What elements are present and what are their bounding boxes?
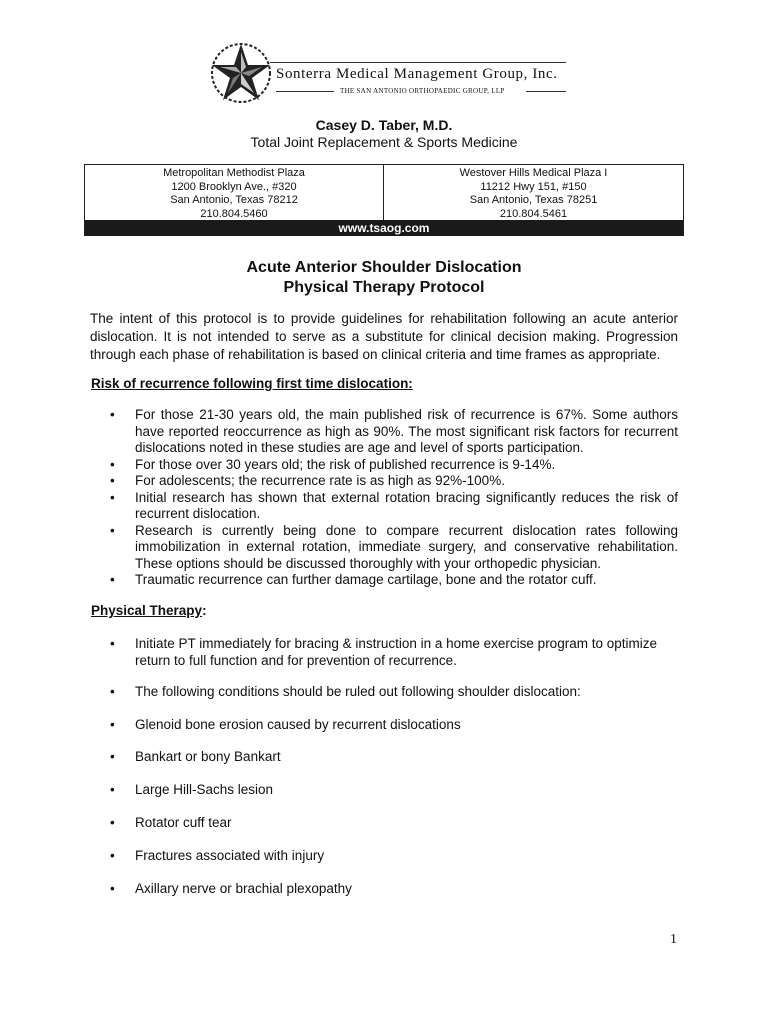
bullet-icon: • [110,636,115,651]
location-phone: 210.804.5460 [200,207,268,220]
bullet-icon: • [110,815,115,830]
location-city: San Antonio, Texas 78212 [170,194,298,206]
list-item-text: Fractures associated with injury [135,848,325,863]
list-item-text: For those 21-30 years old, the main published risk of recurrence is 67%. Some authors have reported reoccurrence as high as 90%. The most significant risk factors for recurrent dislocations noted in these studies are age and level of sports participation. [135,407,678,455]
list-item-text: Traumatic recurrence can further damage cartilage, bone and the rotator cuff. [135,572,597,587]
doctor-name: Casey D. Taber, M.D. [315,117,453,133]
bullet-icon: • [110,848,115,863]
list-item [110,684,678,701]
location-phone: 210.804.5461 [499,207,568,220]
pt-heading [91,603,207,618]
bullet-icon: • [110,522,115,538]
bullet-icon: • [110,456,115,472]
pt-heading-colon: : [202,603,207,618]
address-table [84,164,684,236]
company-subtitle-row [270,87,566,97]
list-item [110,815,678,832]
list-item-text: The following conditions should be ruled out following shoulder dislocation: [135,684,581,699]
bullet-icon: • [110,473,115,488]
bullet-icon: • [110,407,115,422]
list-item [110,782,678,799]
list-item [110,473,678,490]
location-right [384,165,683,220]
location-city: San Antonio, Texas 78251 [469,194,598,206]
list-item-text: Initial research has shown that external rotation bracing significantly reduces the risk of recurrent dislocation. [135,489,678,521]
list-item [110,848,678,865]
document-title [0,258,768,298]
website-link[interactable]: www.tsaog.com [85,220,683,236]
list-item-text: Glenoid bone erosion caused by recurrent dislocations [135,717,461,732]
location-left [85,165,384,220]
star-logo-icon [210,42,272,104]
title-line-2: Physical Therapy Protocol [283,279,485,296]
title-line-1: Acute Anterior Shoulder Dislocation [246,259,522,276]
list-item-text: Bankart or bony Bankart [135,749,281,764]
list-item-text: Axillary nerve or brachial plexopathy [135,881,352,896]
page-number: 1 [670,932,677,947]
subtitle-rule-right [526,91,566,92]
list-item [110,572,678,589]
list-item-text: For those over 30 years old; the risk of published recurrence is 9-14%. [135,456,556,472]
risk-heading [91,376,413,391]
bullet-icon: • [110,717,115,732]
list-item-text: Large Hill-Sachs lesion [135,782,274,797]
list-item [110,717,678,734]
list-item [110,523,678,573]
bullet-icon: • [110,782,115,797]
bullet-icon: • [110,489,115,505]
list-item [110,490,678,523]
list-item [110,749,678,766]
company-name: Sonterra Medical Management Group, Inc. [276,66,558,82]
pt-heading-text: Physical Therapy [91,603,203,618]
location-name: Metropolitan Methodist Plaza [163,167,305,179]
list-item [110,407,678,457]
list-item [110,457,678,474]
list-item-text: For adolescents; the recurrence rate is as high as 92%-100%. [135,473,505,488]
company-subtitle: THE SAN ANTONIO ORTHOPAEDIC GROUP, LLP [340,87,505,95]
intro-paragraph: The intent of this protocol is to provide guidelines for rehabilitation following an acute anterior dislocation. It is not intended to serve as a substitute for clinical decision making. Progression through each phase of rehabilitation is based on clinical criteria and time frames as appropriate. [90,311,678,362]
list-item-text: Research is currently being done to compare recurrent dislocation rates following immobilization in external rotation, immediate surgery, and conservative rehabilitation. These options should be discussed thoroughly with your orthopedic physician. [135,522,678,571]
logo-rule [270,62,566,63]
location-street: 11212 Hwy 151, #150 [480,180,587,193]
bullet-icon: • [110,749,115,764]
bullet-icon: • [110,572,115,587]
risk-heading-text: Risk of recurrence following first time dislocation: [91,376,413,391]
list-item [110,881,678,898]
list-item [110,636,678,669]
doctor-specialty: Total Joint Replacement & Sports Medicine [250,134,518,150]
company-logo [210,40,570,106]
bullet-icon: • [110,684,115,699]
location-name: Westover Hills Medical Plaza I [459,167,608,179]
subtitle-rule-left [276,91,334,92]
risk-list [110,407,678,589]
list-item-text: Rotator cuff tear [135,815,232,830]
list-item-text: Initiate PT immediately for bracing & instruction in a home exercise program to optimize return to full function and for prevention of recurrence. [135,636,657,668]
location-street: 1200 Brooklyn Ave., #320 [171,180,297,193]
bullet-icon: • [110,881,115,896]
